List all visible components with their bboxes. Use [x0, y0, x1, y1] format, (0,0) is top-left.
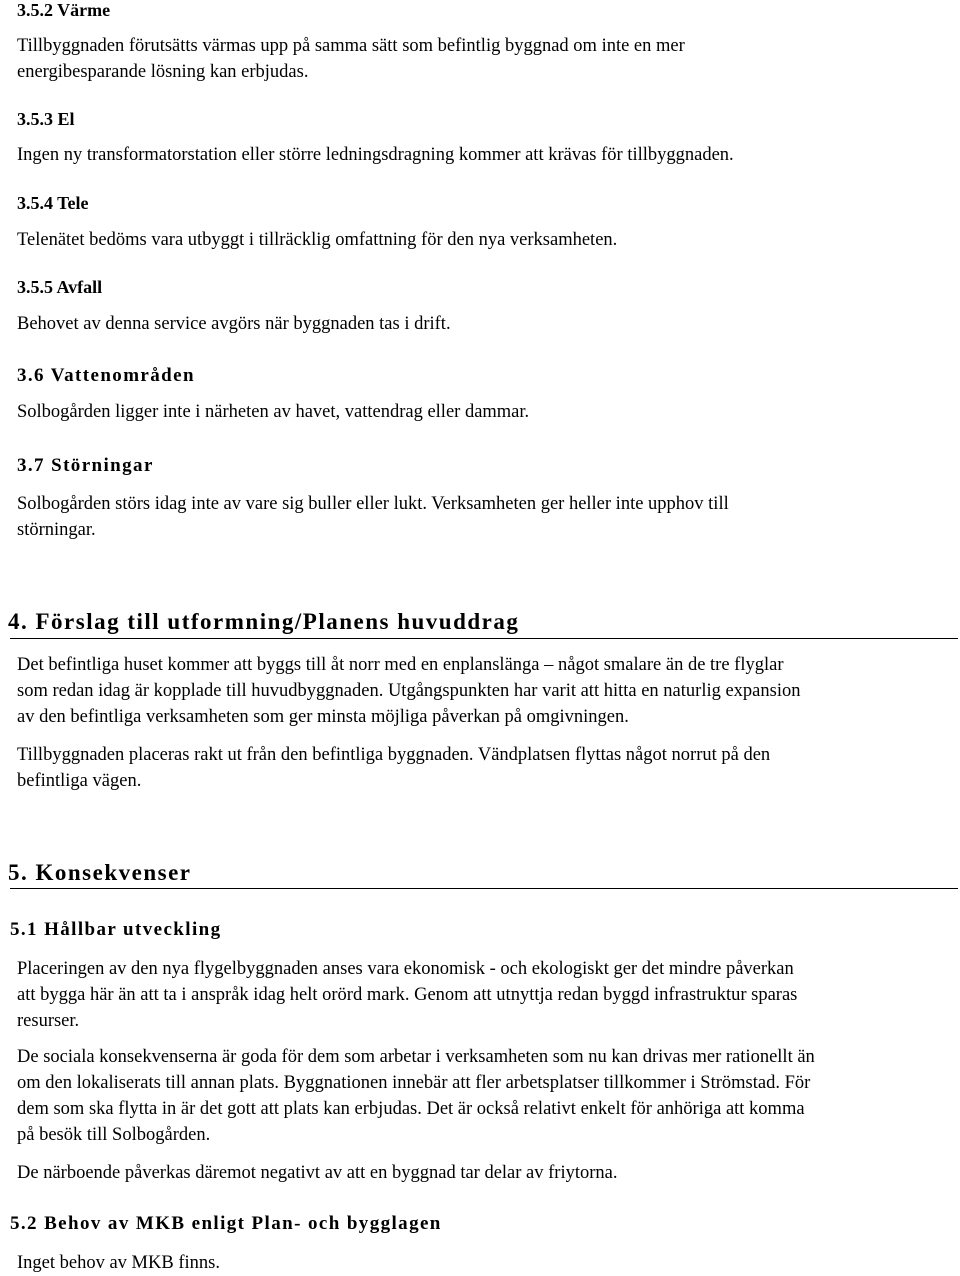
- heading-5-2: 5.2 Behov av MKB enligt Plan- och bygglagen: [10, 1213, 442, 1234]
- heading-3-5-4: 3.5.4 Tele: [17, 193, 89, 213]
- text-line: av den befintliga verksamheten som ger minsta möjliga påverkan på omgivningen.: [17, 707, 629, 727]
- paragraph-forslag-1: [17, 652, 952, 730]
- text-line: som redan idag är kopplade till huvudbyggnaden. Utgångspunkten har varit att hitta en naturlig expansion: [17, 681, 801, 701]
- text-line: Tillbyggnaden placeras rakt ut från den befintliga byggnaden. Vändplatsen flyttas något norrut på den: [17, 745, 771, 765]
- paragraph-hallbar-3: De närboende påverkas däremot negativt av att en byggnad tar delar av friytorna.: [17, 1163, 618, 1183]
- text-line: störningar.: [17, 520, 96, 540]
- text-line: att bygga här än att ta i anspråk idag helt orörd mark. Genom att utnyttja redan byggd infrastruktur sparas: [17, 985, 798, 1005]
- paragraph-mkb: Inget behov av MKB finns.: [17, 1253, 220, 1273]
- paragraph-avfall: Behovet av denna service avgörs när byggnaden tas i drift.: [17, 314, 451, 334]
- heading-3-6: 3.6 Vattenområden: [17, 365, 195, 386]
- paragraph-hallbar-2: [17, 1044, 952, 1148]
- heading-3-5-2: 3.5.2 Värme: [17, 0, 111, 20]
- section-rule: [10, 888, 958, 889]
- text-line: De sociala konsekvenserna är goda för dem som arbetar i verksamheten som nu kan drivas mer rationellt än: [17, 1047, 815, 1067]
- text-line: Placeringen av den nya flygelbyggnaden anses vara ekonomisk - och ekologiskt ger det mindre påverkan: [17, 959, 794, 979]
- paragraph-hallbar-1: [17, 956, 952, 1034]
- text-line: på besök till Solbogården.: [17, 1125, 211, 1145]
- heading-3-5-3: 3.5.3 El: [17, 109, 75, 129]
- heading-4: 4. Förslag till utformning/Planens huvuddrag: [8, 609, 520, 634]
- text-line: Tillbyggnaden förutsätts värmas upp på samma sätt som befintlig byggnad om inte en mer: [17, 36, 685, 56]
- paragraph-tele: Telenätet bedöms vara utbyggt i tillräcklig omfattning för den nya verksamheten.: [17, 230, 618, 250]
- paragraph-el: Ingen ny transformatorstation eller större ledningsdragning kommer att krävas för tillbyggnaden.: [17, 145, 734, 165]
- text-line: energibesparande lösning kan erbjudas.: [17, 62, 309, 82]
- text-line: om den lokaliserats till annan plats. Byggnationen innebär att fler arbetsplatser tillkommer i Strömstad. För: [17, 1073, 811, 1093]
- paragraph-varme: [17, 33, 685, 85]
- text-line: resurser.: [17, 1011, 80, 1031]
- text-line: befintliga vägen.: [17, 771, 142, 791]
- text-line: dem som ska flytta in är det gott att plats kan erbjudas. Det är också relativt enkelt för anhöriga att komma: [17, 1099, 805, 1119]
- paragraph-storningar: [17, 491, 729, 543]
- heading-3-7: 3.7 Störningar: [17, 455, 154, 476]
- heading-5: 5. Konsekvenser: [8, 860, 192, 885]
- paragraph-vattenomraden: Solbogården ligger inte i närheten av havet, vattendrag eller dammar.: [17, 402, 530, 422]
- heading-5-1: 5.1 Hållbar utveckling: [10, 919, 222, 940]
- paragraph-forslag-2: [17, 742, 952, 794]
- section-rule: [10, 638, 958, 639]
- text-line: Det befintliga huset kommer att byggs till åt norr med en enplanslänga – något smalare än de tre flyglar: [17, 655, 784, 675]
- text-line: Solbogården störs idag inte av vare sig buller eller lukt. Verksamheten ger heller inte upphov till: [17, 494, 729, 514]
- heading-3-5-5: 3.5.5 Avfall: [17, 277, 103, 297]
